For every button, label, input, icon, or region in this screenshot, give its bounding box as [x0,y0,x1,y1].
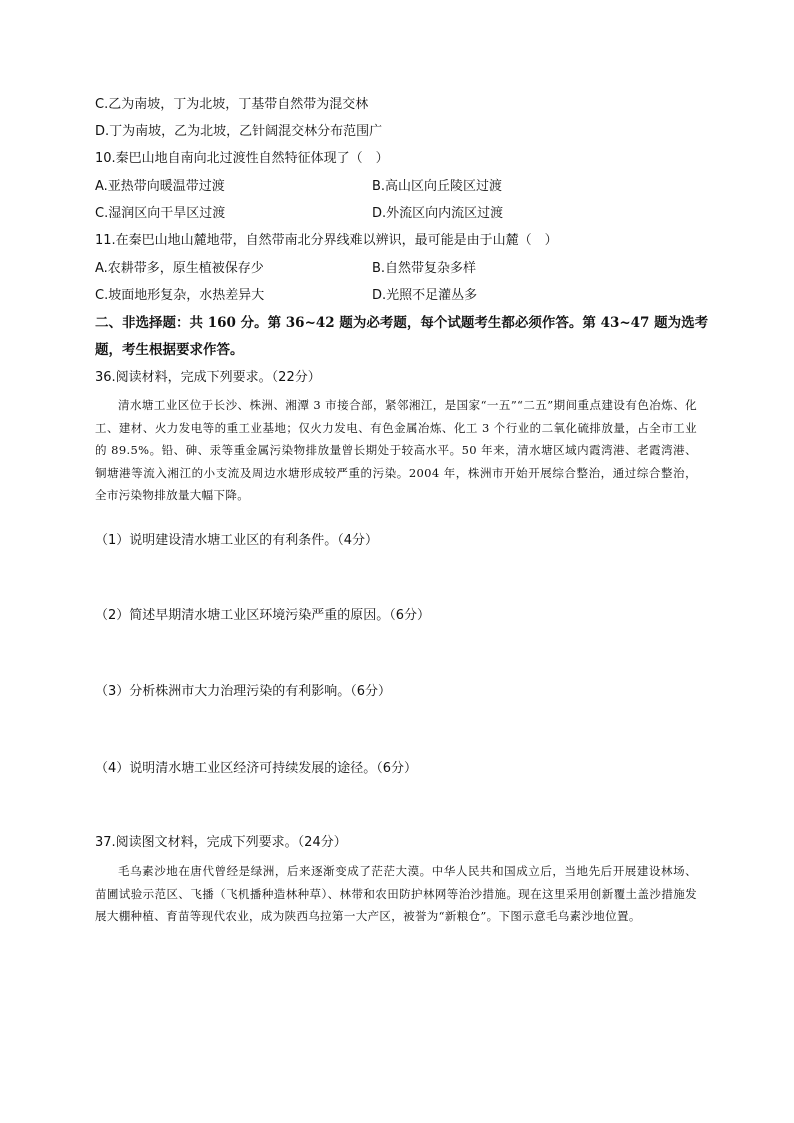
q9-option-d: D.丁为南坡，乙为北坡，乙针阔混交林分布范围广 [95,124,383,139]
q11-option-d: D.光照不足灌丛多 [372,288,478,303]
q36-subquestion-2: （2）简述早期清水塘工业区环境污染严重的原因。（6分） [95,608,431,623]
q36-subquestion-4: （4）说明清水塘工业区经济可持续发展的途径。（6分） [95,761,418,776]
question-11: 11.在秦巴山地山麓地带，自然带南北分界线难以辨识，最可能是由于山麓（ ） [95,233,558,248]
question-36: 36.阅读材料，完成下列要求。（22分） [95,370,321,385]
question-37: 37.阅读图文材料，完成下列要求。（24分） [95,835,347,850]
q11-option-c: C.坡面地形复杂，水热差异大 [95,288,265,303]
q37-material: 毛乌素沙地在唐代曾经是绿洲，后来逐渐变成了茫茫大漠。中华人民共和国成立后，当地先后开展建设林场、苗圃试验示范区、飞播（飞机播种造林种草）、林带和农田防护林网等治沙措施。现在这里采用创新覆土盖沙措施发展大棚种植、育苗等现代农业，成为陕西乌拉第一大产区，被誉为“新粮仓”。下图示意毛乌素沙地位置。 [95,864,697,923]
question-10: 10.秦巴山地自南向北过渡性自然特征体现了（ ） [95,151,389,166]
section-2-heading-line1: 二、非选择题：共 160 分。第 36~42 题为必考题，每个试题考生都必须作答。第 43~47 题为选考 [95,315,709,331]
q10-option-a: A.亚热带向暖温带过渡 [95,179,225,194]
section-2-heading-line2: 题，考生根据要求作答。 [95,342,244,358]
q10-option-d: D.外流区向内流区过渡 [372,206,504,221]
q11-option-b: B.自然带复杂多样 [372,261,477,276]
q36-subquestion-3: （3）分析株洲市大力治理污染的有利影响。（6分） [95,684,392,699]
q9-option-c: C.乙为南坡，丁为北坡，丁基带自然带为混交林 [95,97,369,112]
q11-option-a: A.农耕带多，原生植被保存少 [95,261,264,276]
q10-option-b: B.高山区向丘陵区过渡 [372,179,503,194]
q10-option-c: C.湿润区向干旱区过渡 [95,206,226,221]
q36-material: 清水塘工业区位于长沙、株洲、湘潭 3 市接合部，紧邻湘江，是国家“一五”“二五”期间重点建设有色冶炼、化工、建材、火力发电等的重工业基地；仅火力发电、有色金属冶炼、化工 3 个行业的二氧化硫排放量，占全市工业的 89.5%。铅、砷、汞等重金属污染物排放量曾长期处于较高水平。50 年来，清水塘区域内霞湾港、老霞湾港、铜塘港等流入湘江的小支流及周边水塘形成较严重的污染。2004 年，株洲市开始开展综合整治，通过综合整治，全市污染物排放量大幅下降。 [95,398,697,502]
q36-subquestion-1: （1）说明建设清水塘工业区的有利条件。（4分） [95,533,379,548]
